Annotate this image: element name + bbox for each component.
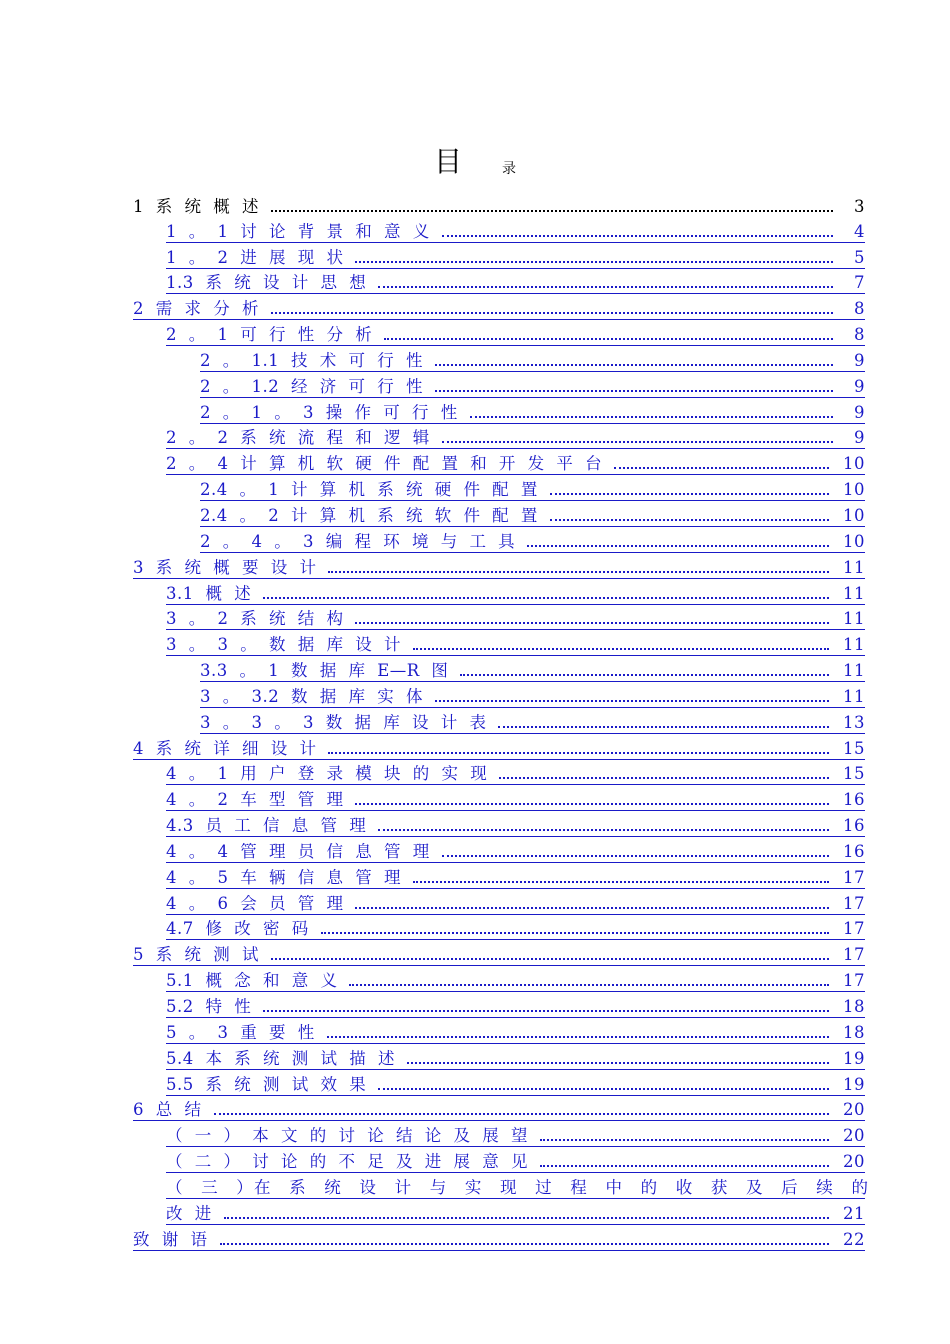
dot-leader (263, 597, 829, 599)
toc-entry[interactable] (166, 579, 865, 605)
toc-entry-page-number: 3 (854, 196, 865, 216)
toc-entry-page-number: 8 (854, 299, 865, 319)
toc-entry-title: 致 谢 语 (133, 1229, 208, 1249)
toc-entry-page-number: 9 (854, 428, 865, 448)
toc-entry-title: 1 系 统 概 述 (133, 196, 259, 216)
toc-entry-title: 3 。 2 系 统 结 构 (166, 609, 344, 629)
dot-leader (550, 519, 829, 521)
toc-entry-title: 2 。 1 可 行 性 分 析 (166, 325, 373, 345)
toc-entry[interactable] (166, 1121, 865, 1147)
toc-entry-title: （ 二 ） 讨 论 的 不 足 及 进 展 意 见 (166, 1152, 528, 1172)
toc-entry-page-number: 17 (843, 893, 865, 913)
toc-entry-title: 5.2 特 性 (166, 997, 252, 1016)
toc-entry-page-number: 18 (843, 1022, 865, 1042)
toc-entry[interactable] (200, 372, 865, 398)
dot-leader (413, 648, 829, 650)
toc-entry[interactable] (200, 475, 865, 501)
dot-leader (271, 312, 833, 314)
toc-entry[interactable] (166, 1147, 865, 1173)
toc-entry-page-number: 21 (843, 1203, 865, 1223)
dot-leader (413, 881, 829, 883)
toc-entry-title: 2 。 1 。 3 操 作 可 行 性 (200, 402, 458, 422)
toc-entry[interactable] (133, 734, 865, 760)
dot-leader (271, 210, 833, 212)
toc-entry[interactable] (166, 320, 865, 346)
toc-entry[interactable] (133, 1096, 865, 1122)
dot-leader (224, 1217, 829, 1219)
toc-entry-page-number: 16 (843, 841, 865, 861)
toc-entry-page-number: 10 (843, 454, 865, 474)
dot-leader (499, 777, 829, 779)
toc-entry-title: （ 三 ）在 系 统 设 计 与 实 现 过 程 中 的 收 获 及 后 续 的 (166, 1177, 870, 1197)
dot-leader (349, 984, 829, 986)
dot-leader (460, 674, 829, 676)
toc-entry-page-number: 10 (843, 505, 865, 525)
toc-entry-page-number: 19 (843, 1048, 865, 1068)
toc-entry-page-number: 16 (843, 816, 865, 836)
toc-entry-page-number: 10 (843, 480, 865, 500)
toc-entry[interactable] (166, 217, 865, 243)
toc-entry-title: 2.4 。 1 计 算 机 系 统 硬 件 配 置 (200, 480, 538, 500)
dot-leader (435, 700, 829, 702)
dot-leader (355, 803, 829, 805)
toc-entry (133, 192, 865, 217)
dot-leader (378, 286, 833, 288)
toc-entry[interactable] (166, 630, 865, 656)
toc-entry-title: 4 。 2 车 型 管 理 (166, 790, 344, 810)
toc-entry-title: 3 。 3.2 数 据 库 实 体 (200, 686, 423, 706)
toc-entry-page-number: 20 (843, 1126, 865, 1146)
dot-leader (263, 1010, 829, 1012)
dot-leader (614, 467, 829, 469)
toc-entry[interactable] (200, 656, 865, 682)
toc-entry-page-number: 5 (854, 247, 865, 267)
toc-entry-title: 改 进 (166, 1203, 212, 1223)
toc-entry-title: 2 。 2 系 统 流 程 和 逻 辑 (166, 428, 430, 448)
dot-leader (355, 622, 829, 624)
toc-entry[interactable] (166, 966, 865, 992)
dot-leader (442, 855, 829, 857)
toc-entry-page-number: 11 (843, 635, 865, 655)
toc-entry-title: 4.3 员 工 信 息 管 理 (166, 816, 367, 836)
dot-leader (355, 261, 833, 263)
toc-entry[interactable] (166, 863, 865, 889)
toc-entry-page-number: 16 (843, 790, 865, 810)
toc-entry[interactable] (133, 1225, 865, 1251)
toc-entry[interactable] (166, 449, 865, 475)
dot-leader (498, 726, 829, 728)
toc-entry-title: 5.5 系 统 测 试 效 果 (166, 1074, 367, 1094)
toc-entry-title: 3 。 3 。 数 据 库 设 计 (166, 635, 401, 655)
dot-leader (328, 752, 829, 754)
toc-entry-page-number: 20 (843, 1100, 865, 1120)
dot-leader (384, 338, 833, 340)
toc-entry-title: 5 。 3 重 要 性 (166, 1022, 315, 1042)
toc-entry-page-number: 9 (854, 376, 865, 396)
toc-entry-page-number: 19 (843, 1074, 865, 1094)
toc-entry-page-number: 11 (843, 686, 865, 706)
toc-entry[interactable] (166, 243, 865, 269)
toc-entry-page-number: 11 (843, 583, 865, 603)
toc-entry-page-number: 11 (843, 609, 865, 629)
toc-entry-page-number: 15 (843, 764, 865, 784)
toc-entry[interactable] (166, 1044, 865, 1070)
toc-entry[interactable] (133, 940, 865, 966)
toc-entry-title: 4.7 修 改 密 码 (166, 919, 309, 939)
toc-entry-page-number: 11 (843, 661, 865, 681)
toc-entry-title: 1.3 系 统 设 计 思 想 (166, 273, 367, 293)
toc-entry[interactable] (166, 760, 865, 786)
toc-entry-page-number: 10 (843, 531, 865, 551)
dot-leader (355, 907, 829, 909)
toc-entry-title: 1 。 2 进 展 现 状 (166, 247, 344, 267)
toc-entry-title: 5.1 概 念 和 意 义 (166, 971, 338, 991)
dot-leader (327, 1036, 829, 1038)
toc-entry-page-number: 15 (843, 738, 865, 758)
dot-leader (550, 493, 829, 495)
toc-entry[interactable] (200, 682, 865, 708)
dot-leader (378, 1088, 829, 1090)
dot-leader (435, 364, 833, 366)
toc-entry-title: 4 。 6 会 员 管 理 (166, 893, 344, 913)
toc-entry-page-number: 22 (843, 1229, 865, 1249)
toc-entry-page-number: 17 (843, 971, 865, 991)
toc-entry-title: 2 。 4 。 3 编 程 环 境 与 工 具 (200, 531, 516, 551)
dot-leader (540, 1139, 829, 1141)
toc-entry-title: 4 。 4 管 理 员 信 息 管 理 (166, 841, 430, 861)
dot-leader (470, 416, 833, 418)
toc-title (0, 140, 950, 180)
toc-entry-title: 4 系 统 详 细 设 计 (133, 738, 317, 758)
toc-entry-title: 5.4 本 系 统 测 试 描 述 (166, 1048, 395, 1068)
toc-entry[interactable] (166, 605, 865, 631)
toc-entry-title: 2.4 。 2 计 算 机 系 统 软 件 配 置 (200, 505, 538, 525)
toc-entry-title: 2 需 求 分 析 (133, 299, 259, 319)
toc-entry[interactable] (166, 992, 865, 1018)
toc-entry-title: 2 。 4 计 算 机 软 硬 件 配 置 和 开 发 平 台 (166, 454, 603, 474)
toc-entry-title: 1 。 1 讨 论 背 景 和 意 义 (166, 221, 430, 241)
toc-entry[interactable] (200, 708, 865, 734)
toc-entry-page-number: 7 (854, 273, 865, 293)
toc-entry-page-number: 4 (854, 221, 865, 241)
toc-entry-page-number: 18 (843, 997, 865, 1016)
toc-entry-page-number: 9 (854, 350, 865, 370)
toc-entry-title: 3.3 。 1 数 据 库 E—R 图 (200, 661, 449, 681)
dot-leader (378, 829, 829, 831)
toc-entry[interactable] (166, 837, 865, 863)
dot-leader (435, 390, 833, 392)
dot-leader (540, 1165, 829, 1167)
toc-entry[interactable] (166, 785, 865, 811)
toc-entry[interactable] (166, 424, 865, 450)
toc-entry[interactable] (166, 1173, 870, 1199)
toc-entry[interactable] (166, 1070, 865, 1096)
dot-leader (220, 1243, 830, 1245)
toc-entry-title: （ 一 ） 本 文 的 讨 论 结 论 及 展 望 (166, 1126, 528, 1146)
toc-entry-page-number: 20 (843, 1152, 865, 1172)
toc-entry-title: 2 。 1.2 经 济 可 行 性 (200, 376, 423, 396)
toc-entry-page-number: 17 (843, 867, 865, 887)
toc-entry[interactable] (200, 346, 865, 372)
toc-entry[interactable] (166, 811, 865, 837)
table-of-contents (133, 192, 870, 1251)
toc-title-main: 目 (433, 145, 462, 178)
toc-entry[interactable] (166, 1199, 865, 1225)
toc-entry-page-number: 8 (854, 325, 865, 345)
toc-entry[interactable] (133, 294, 865, 320)
toc-entry-page-number: 17 (843, 919, 865, 939)
toc-entry-title: 2 。 1.1 技 术 可 行 性 (200, 350, 423, 370)
toc-entry-page-number: 17 (843, 945, 865, 965)
toc-entry-title: 4 。 1 用 户 登 录 模 块 的 实 现 (166, 764, 488, 784)
toc-entry[interactable] (166, 269, 865, 295)
toc-entry-page-number: 9 (854, 402, 865, 422)
toc-title-sub: 录 (502, 161, 516, 177)
toc-entry-page-number: 11 (843, 557, 865, 577)
toc-entry-title: 3 系 统 概 要 设 计 (133, 557, 317, 577)
toc-entry-page-number: 13 (843, 712, 865, 732)
toc-entry[interactable] (133, 553, 865, 579)
toc-entry[interactable] (200, 501, 865, 527)
dot-leader (442, 235, 833, 237)
toc-entry-title: 6 总 结 (133, 1100, 202, 1120)
dot-leader (328, 571, 829, 573)
toc-entry-title: 3 。 3 。 3 数 据 库 设 计 表 (200, 712, 487, 732)
dot-leader (214, 1113, 830, 1115)
toc-entry[interactable] (166, 915, 865, 941)
toc-entry-title: 4 。 5 车 辆 信 息 管 理 (166, 867, 401, 887)
dot-leader (271, 958, 829, 960)
dot-leader (321, 932, 829, 934)
toc-entry[interactable] (166, 1018, 865, 1044)
dot-leader (527, 545, 829, 547)
toc-entry[interactable] (200, 398, 865, 424)
toc-entry-title: 3.1 概 述 (166, 583, 252, 603)
dot-leader (407, 1062, 829, 1064)
toc-entry-title: 5 系 统 测 试 (133, 945, 259, 965)
dot-leader (442, 441, 833, 443)
toc-entry[interactable] (166, 889, 865, 915)
toc-entry[interactable] (200, 527, 865, 553)
